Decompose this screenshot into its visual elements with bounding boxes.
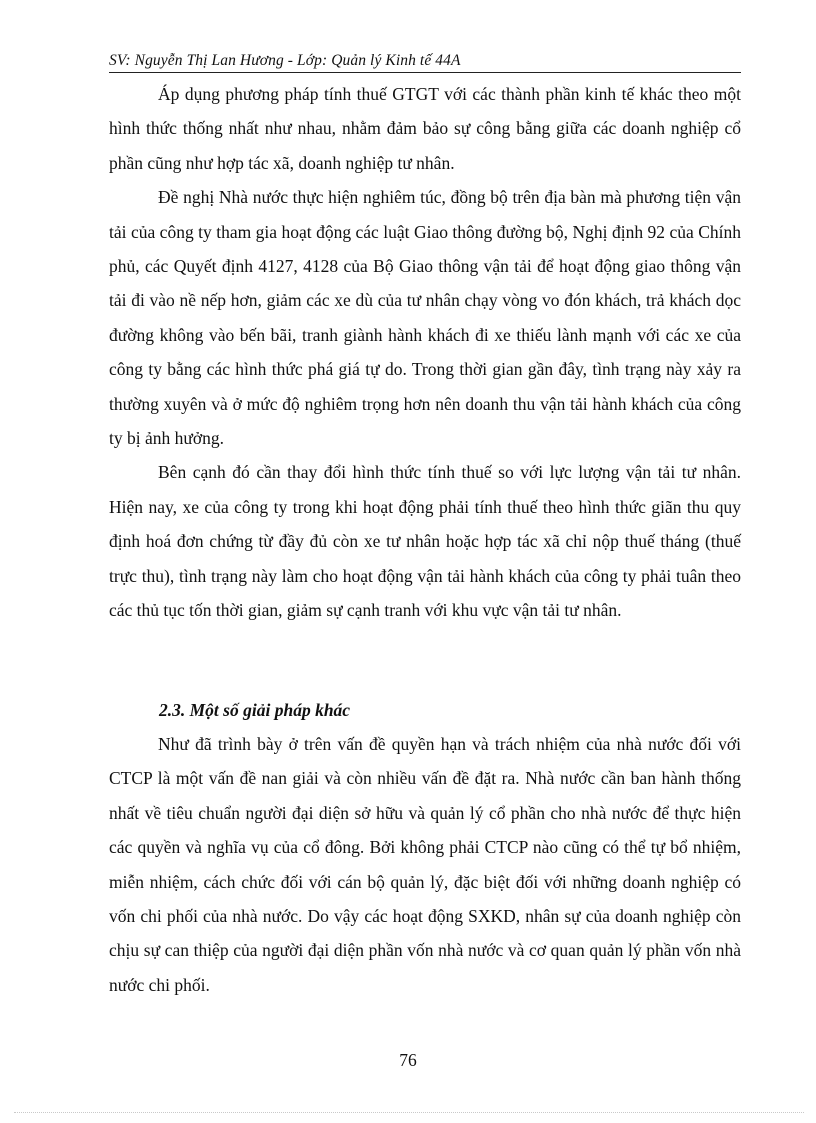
running-header: SV: Nguyễn Thị Lan Hương - Lớp: Quản lý Kinh tế 44A — [109, 50, 741, 73]
paragraph-tax-form-change: Bên cạnh đó cần thay đổi hình thức tính thuế so với lực lượng vận tải tư nhân. Hiện nay, xe của công ty trong khi hoạt động phải tính thuế theo hình thức giãn thu quy định hoá đơn chứng từ đầy đủ còn xe tư nhân hoặc hợp tác xã chỉ nộp thuế tháng (thuế trực thu), tình trạng này làm cho hoạt động vận tải hành khách của công ty phải tuân theo các thủ tục tốn thời gian, giảm sự cạnh tranh với khu vực vận tải tư nhân. — [109, 462, 741, 621]
page-number: 76 — [399, 1050, 417, 1070]
page-bottom-divider — [14, 1112, 804, 1113]
paragraph-tax-method: Áp dụng phương pháp tính thuế GTGT với các thành phần kinh tế khác theo một hình thức thống nhất như nhau, nhằm đảm bảo sự công bằng giữa các doanh nghiệp cổ phần cũng như hợp tác xã, doanh nghiệp tư nhân. — [109, 84, 741, 173]
document-body — [109, 77, 741, 995]
section-heading: 2.3. Một số giải pháp khác — [159, 700, 351, 720]
paragraph-traffic-regulation: Đề nghị Nhà nước thực hiện nghiêm túc, đồng bộ trên địa bàn mà phương tiện vận tải của công ty tham gia hoạt động các luật Giao thông đường bộ, Nghị định 92 của Chính phủ, các Quyết định 4127, 4128 của Bộ Giao thông vận tải để hoạt động giao thông vận tải đi vào nề nếp hơn, giảm các xe dù của tư nhân chạy vòng vo đón khách, trả khách dọc đường không vào bến bãi, tranh giành hành khách đi xe thiếu lành mạnh với các xe của công ty bằng các hình thức phá giá tự do. Trong thời gian gần đây, tình trạng này xảy ra thường xuyên và ở mức độ nghiêm trọng hơn nên doanh thu vận tải hành khách của công ty bị ảnh hưởng. — [109, 187, 741, 449]
paragraph-other-solutions: Như đã trình bày ở trên vấn đề quyền hạn và trách nhiệm của nhà nước đối với CTCP là một vấn đề nan giải và còn nhiều vấn đề đặt ra. Nhà nước cần ban hành thống nhất về tiêu chuẩn người đại diện sở hữu và quản lý cổ phần cho nhà nước để thực hiện các quyền và nghĩa vụ của cổ đông. Bởi không phải CTCP nào cũng có thể tự bổ nhiệm, miễn nhiệm, cách chức đối với cán bộ quản lý, đặc biệt đối với những doanh nghiệp có vốn chi phối của nhà nước. Do vậy các hoạt động SXKD, nhân sự của doanh nghiệp còn chịu sự can thiệp của người đại diện phần vốn nhà nước và cơ quan quản lý phần vốn nhà nước chi phối. — [109, 734, 741, 995]
